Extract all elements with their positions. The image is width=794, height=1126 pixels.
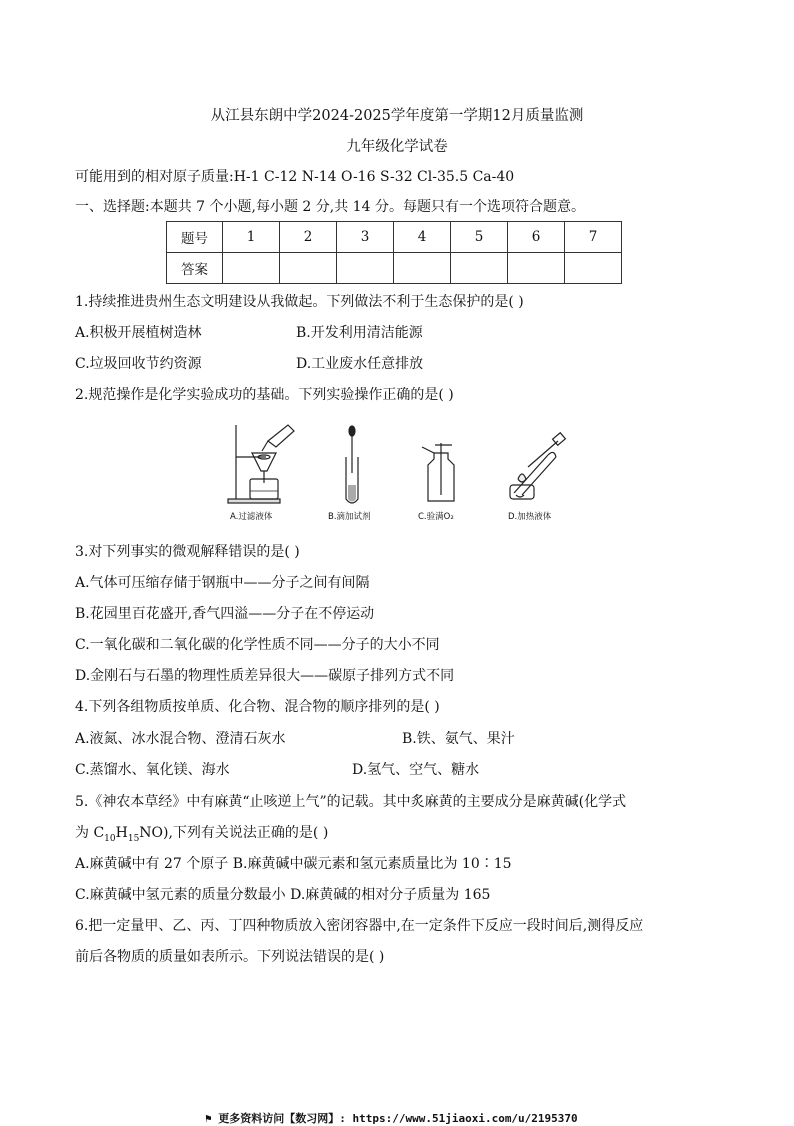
- q5-formula-h: H: [115, 825, 128, 841]
- q3-option-d: D.金刚石与石墨的物理性质差异很大——碳原子排列方式不同: [75, 668, 455, 684]
- table-cell-number: 2: [280, 222, 337, 253]
- q4-option-d: D.氢气、空气、糖水: [352, 762, 480, 778]
- table-cell-number: 5: [451, 222, 508, 253]
- answer-cell[interactable]: [280, 253, 337, 284]
- q3-option-b: B.花园里百花盛开,香气四溢——分子在不停运动: [75, 606, 375, 622]
- atomic-mass-line: 可能用到的相对原子质量:H-1 C-12 N-14 O-16 S-32 Cl-35.5 Ca-40: [75, 169, 515, 185]
- section-heading: 一、选择题:本题共 7 个小题,每小题 2 分,共 14 分。每题只有一个选项符合题意。: [75, 199, 585, 215]
- filtration-apparatus-icon: [228, 425, 294, 503]
- answer-cell[interactable]: [565, 253, 622, 284]
- answer-cell[interactable]: [337, 253, 394, 284]
- table-cell-number: 4: [394, 222, 451, 253]
- q5-stem-line1: 5.《神农本草经》中有麻黄“止咳逆上气”的记载。其中炙麻黄的主要成分是麻黄碱(化学式: [75, 794, 627, 810]
- table-cell-label: 答案: [167, 253, 223, 284]
- table-cell-label: 题号: [167, 222, 223, 253]
- answer-cell[interactable]: [223, 253, 280, 284]
- q4-option-b: B.铁、氨气、果汁: [402, 731, 515, 747]
- table-row: [167, 222, 622, 253]
- q5-formula-suffix: NO),下列有关说法正确的是( ): [139, 825, 329, 841]
- table-cell-number: 6: [508, 222, 565, 253]
- q4-option-a: A.液氮、冰水混合物、澄清石灰水: [75, 731, 286, 747]
- q3-option-a: A.气体可压缩存储于钢瓶中——分子之间有间隔: [75, 575, 370, 591]
- q1-stem: 1.持续推进贵州生态文明建设从我做起。下列做法不利于生态保护的是( ): [75, 294, 524, 310]
- q5-formula-prefix: 为 C: [75, 825, 105, 841]
- q1-option-c: C.垃圾回收节约资源: [75, 356, 202, 372]
- exam-subtitle: 九年级化学试卷: [346, 139, 448, 155]
- flag-icon: ⚑: [205, 1112, 219, 1125]
- q5-options-ab: A.麻黄碱中有 27 个原子 B.麻黄碱中碳元素和氢元素质量比为 10∶15: [75, 856, 512, 872]
- dropper-test-tube-icon: [346, 426, 358, 503]
- q4-stem: 4.下列各组物质按单质、化合物、混合物的顺序排列的是( ): [75, 699, 440, 715]
- answer-cell[interactable]: [508, 253, 565, 284]
- figure-label-b: B.滴加试剂: [328, 512, 371, 522]
- answer-cell[interactable]: [451, 253, 508, 284]
- q5-options-cd: C.麻黄碱中氢元素的质量分数最小 D.麻黄碱的相对分子质量为 165: [75, 887, 491, 903]
- q3-option-c: C.一氧化碳和二氧化碳的化学性质不同——分子的大小不同: [75, 637, 440, 653]
- answer-table: [166, 221, 622, 284]
- figure-label-a: A.过滤液体: [230, 512, 273, 522]
- exam-title: 从江县东朗中学2024-2025学年度第一学期12月质量监测: [210, 108, 584, 124]
- q1-option-a: A.积极开展植树造林: [75, 325, 202, 341]
- footer-text: 更多资料访问【数习网】: https://www.51jiaoxi.com/u/2195370: [218, 1112, 578, 1125]
- table-row: [167, 253, 622, 284]
- answer-cell[interactable]: [394, 253, 451, 284]
- gas-bottle-icon: [422, 443, 454, 501]
- lab-operations-figure: [222, 415, 582, 525]
- figure-label-d: D.加热液体: [508, 512, 552, 522]
- table-cell-number: 7: [565, 222, 622, 253]
- figure-label-c: C.验满O₂: [418, 512, 454, 522]
- q3-stem: 3.对下列事实的微观解释错误的是( ): [75, 544, 300, 560]
- q6-stem-line1: 6.把一定量甲、乙、丙、丁四种物质放入密闭容器中,在一定条件下反应一段时间后,测得反应: [75, 918, 644, 934]
- table-cell-number: 3: [337, 222, 394, 253]
- q1-option-d: D.工业废水任意排放: [296, 356, 424, 372]
- q4-option-c: C.蒸馏水、氧化镁、海水: [75, 762, 230, 778]
- q1-option-b: B.开发利用清洁能源: [296, 325, 423, 341]
- q6-stem-line2: 前后各物质的质量如表所示。下列说法错误的是( ): [75, 949, 385, 965]
- heating-liquid-icon: [510, 433, 565, 499]
- q5-formula-sub-c: 10: [104, 833, 116, 844]
- q2-stem: 2.规范操作是化学实验成功的基础。下列实验操作正确的是( ): [75, 387, 454, 403]
- q5-formula-sub-h: 15: [127, 833, 140, 844]
- q5-stem-line2: [75, 822, 328, 844]
- table-cell-number: 1: [223, 222, 280, 253]
